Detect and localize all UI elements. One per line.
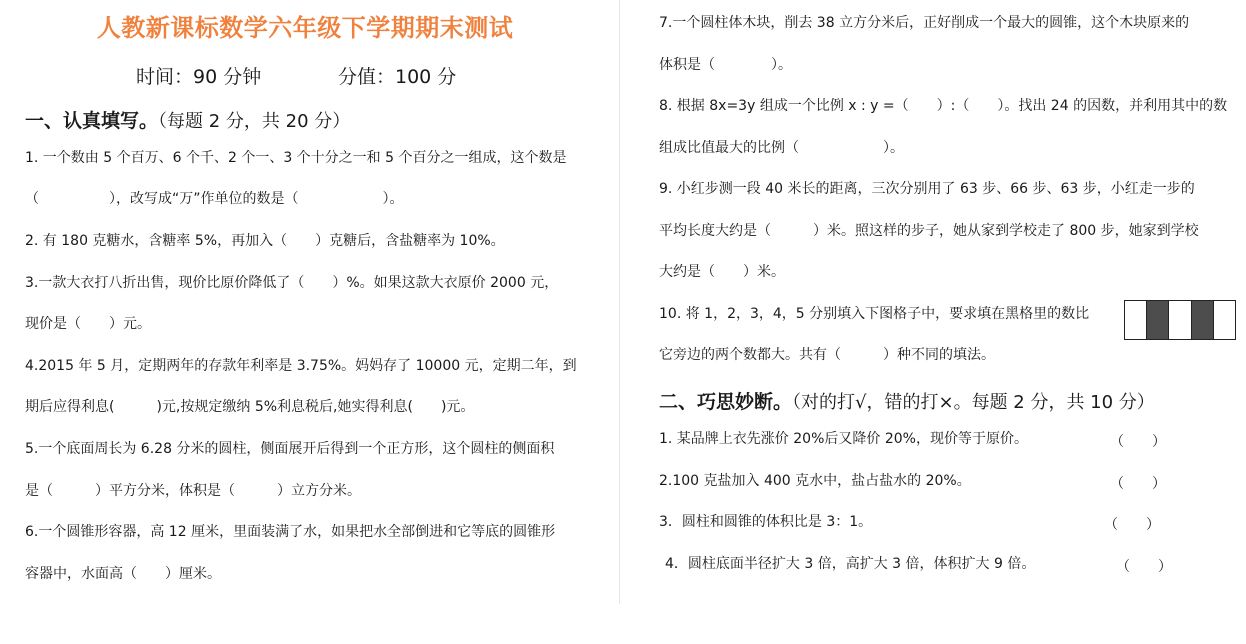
q4-line1: 4.2015 年 5 月，定期两年的存款年利率是 3.75%。妈妈存了 10000 元，定期二年，到 [25, 358, 577, 374]
q1-line1: 1. 一个数由 5 个百万、6 个千、2 个一、3 个十分之一和 5 个百分之一组成，这个数是 [25, 150, 567, 166]
grid-cell-4 [1192, 301, 1214, 339]
exam-time: 时间：90 分钟 [136, 66, 262, 88]
section2-heading-text: 二、巧思妙断。 [659, 391, 793, 413]
q9-line3: 大约是（ ）米。 [659, 264, 785, 280]
tf-answer-2: （ ） [1110, 476, 1166, 492]
q10-line1: 10. 将 1，2，3，4，5 分别填入下图格子中，要求填在黑格里的数比 [659, 306, 1090, 322]
tf-item-4: 4．圆柱底面半径扩大 3 倍，高扩大 3 倍，体积扩大 9 倍。 [665, 556, 1036, 572]
tf-answer-4: （ ） [1116, 559, 1172, 575]
number-grid [1124, 300, 1236, 340]
q8-line2: 组成比值最大的比例（ ）。 [659, 140, 904, 156]
grid-cell-3 [1169, 301, 1191, 339]
tf-item-1: 1. 某品牌上衣先涨价 20%后又降价 20%，现价等于原价。 [659, 431, 1028, 447]
section2-heading [659, 387, 1155, 414]
q8-line1: 8. 根据 8x=3y 组成一个比例 x : y =（ ）:（ ）。找出 24 的因数，并利用其中的数 [659, 98, 1228, 114]
section1-heading-text: 一、认真填写。 [25, 110, 159, 132]
q4-line2: 期后应得利息( )元,按规定缴纳 5%利息税后,她实得利息( )元。 [25, 399, 475, 415]
tf-item-2: 2.100 克盐加入 400 克水中，盐占盐水的 20%。 [659, 473, 971, 489]
q7-line1: 7.一个圆柱体木块，削去 38 立方分米后，正好削成一个最大的圆锥，这个木块原来的 [659, 15, 1190, 31]
q9-line2: 平均长度大约是（ ）米。照这样的步子，她从家到学校走了 800 步，她家到学校 [659, 223, 1199, 239]
q1-line2: （ ），改写成“万”作单位的数是（ ）。 [25, 191, 404, 207]
grid-cell-5 [1214, 301, 1235, 339]
section1-heading [25, 106, 350, 133]
q5-line1: 5.一个底面周长为 6.28 分米的圆柱，侧面展开后得到一个正方形，这个圆柱的侧面积 [25, 441, 555, 457]
column-divider [619, 0, 620, 604]
q3-line1: 3.一款大衣打八折出售，现价比原价降低了（ ）%。如果这款大衣原价 2000 元， [25, 275, 559, 291]
section1-note: （每题 2 分，共 20 分） [158, 111, 351, 132]
tf-item-3: 3．圆柱和圆锥的体积比是 3：1。 [659, 514, 873, 530]
q10-line2: 它旁边的两个数都大。共有（ ）种不同的填法。 [659, 347, 995, 363]
tf-answer-1: （ ） [1110, 434, 1166, 450]
q6-line1: 6.一个圆锥形容器，高 12 厘米，里面装满了水，如果把水全部倒进和它等底的圆锥形 [25, 524, 556, 540]
exam-title: 人教新课标数学六年级下学期期末测试 [96, 14, 514, 42]
section2-note: （对的打√，错的打×。每题 2 分，共 10 分） [792, 392, 1155, 413]
q2-line1: 2. 有 180 克糖水，含糖率 5%，再加入（ ）克糖后，含盐糖率为 10%。 [25, 233, 505, 249]
grid-cell-1 [1125, 301, 1147, 339]
grid-cell-2 [1147, 301, 1169, 339]
q9-line1: 9. 小红步测一段 40 米长的距离，三次分别用了 63 步、66 步、63 步，小红走一步的 [659, 181, 1195, 197]
q6-line2: 容器中，水面高（ ）厘米。 [25, 566, 221, 582]
tf-answer-3: （ ） [1104, 517, 1160, 533]
exam-score: 分值：100 分 [338, 66, 457, 88]
q7-line2: 体积是（ ）。 [659, 57, 792, 73]
q5-line2: 是（ ）平方分米，体积是（ ）立方分米。 [25, 483, 361, 499]
q3-line2: 现价是（ ）元。 [25, 316, 151, 332]
